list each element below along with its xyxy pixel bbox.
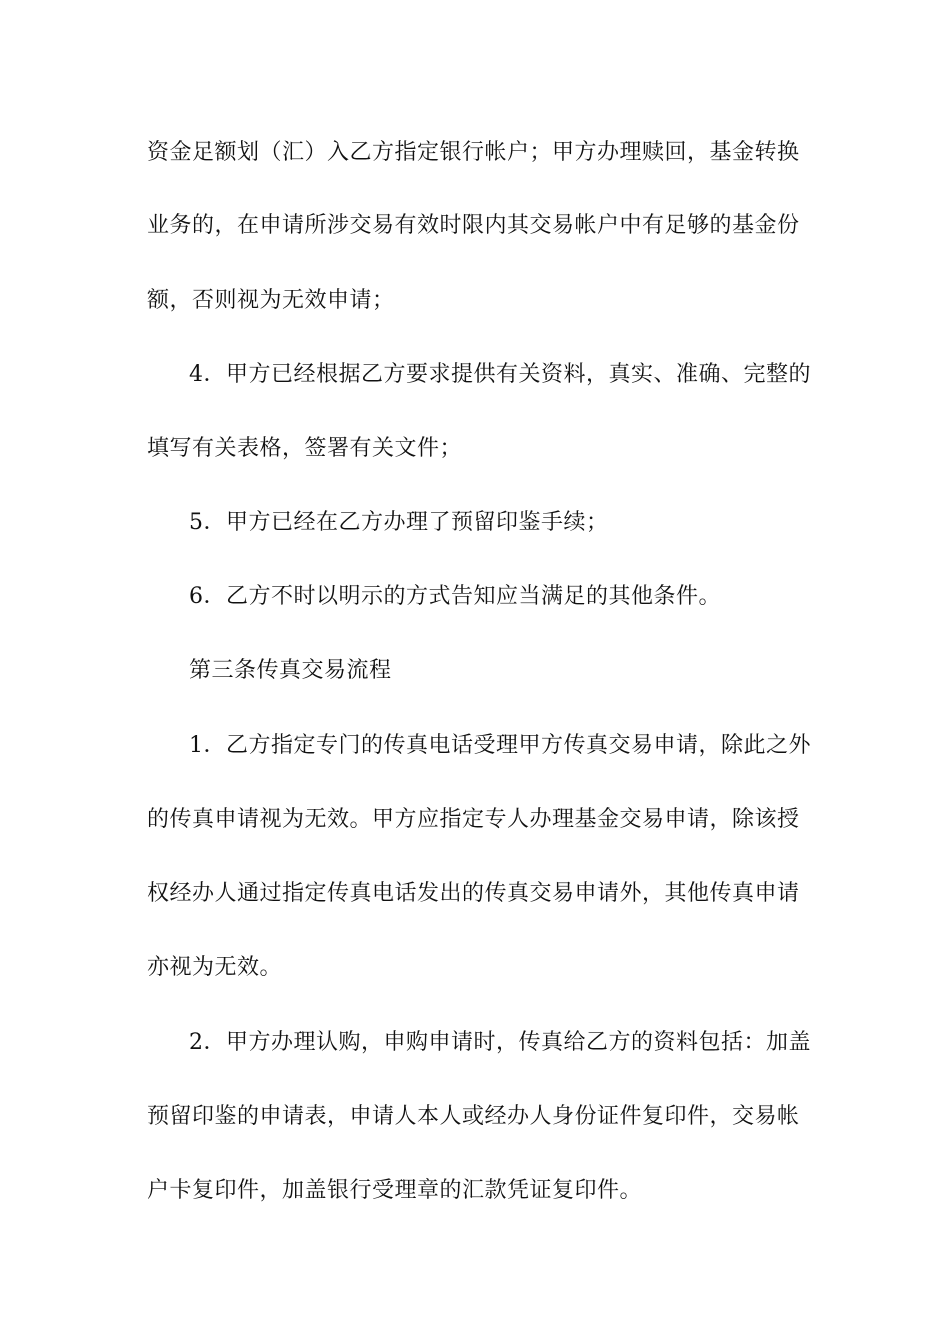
item-4-line-2: 填写有关表格，签署有关文件；: [147, 436, 463, 461]
section-heading: 第三条传真交易流程: [189, 658, 392, 683]
flow-item-1-line-3: 权经办人通过指定传真电话发出的传真交易申请外，其他传真申请: [147, 881, 800, 906]
paragraph-line-2: 业务的，在申请所涉交易有效时限内其交易帐户中有足够的基金份: [147, 213, 800, 238]
paragraph-line-3: 额，否则视为无效申请；: [147, 288, 395, 313]
flow-item-2-line-1: 2．甲方办理认购，申购申请时，传真给乙方的资料包括：加盖: [189, 1030, 811, 1055]
item-6-line-1: 6．乙方不时以明示的方式告知应当满足的其他条件。: [189, 584, 721, 609]
flow-item-2-line-2: 预留印鉴的申请表，申请人本人或经办人身份证件复印件，交易帐: [147, 1104, 800, 1129]
paragraph-line-1: 资金足额划（汇）入乙方指定银行帐户；甲方办理赎回，基金转换: [147, 140, 800, 165]
flow-item-2-line-3: 户卡复印件，加盖银行受理章的汇款凭证复印件。: [147, 1178, 643, 1203]
flow-item-1-line-1: 1．乙方指定专门的传真电话受理甲方传真交易申请，除此之外: [189, 733, 811, 758]
flow-item-1-line-2: 的传真申请视为无效。甲方应指定专人办理基金交易申请，除该授: [147, 807, 800, 832]
item-4-line-1: 4．甲方已经根据乙方要求提供有关资料，真实、准确、完整的: [189, 362, 811, 387]
flow-item-1-line-4: 亦视为无效。: [147, 955, 283, 980]
item-5-line-1: 5．甲方已经在乙方办理了预留印鉴手续；: [189, 510, 609, 535]
